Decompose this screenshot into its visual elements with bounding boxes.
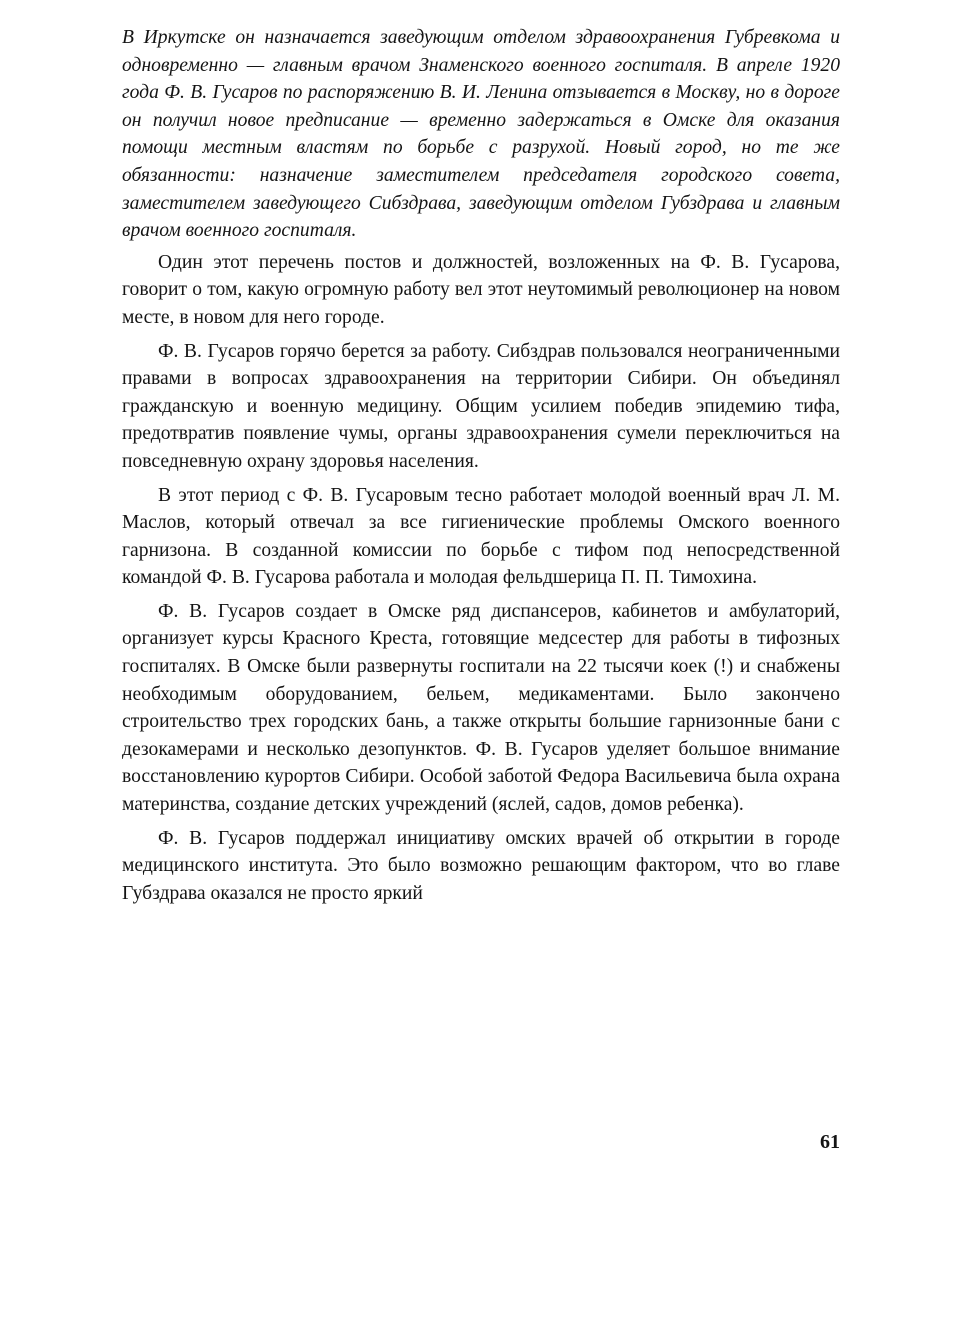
- paragraph: Ф. В. Гусаров поддержал инициативу омских врачей об открытии в городе медицинского института. Это было возможно решающим фактором, что во главе Губздрава оказался не просто яркий: [122, 827, 840, 904]
- paragraph: Ф. В. Гусаров горячо берется за работу. Сибздрав пользовался неограниченными правами в вопросах здравоохранения на территории Сибири. Он объединял гражданскую и военную медицину. Общим усилием победив эпидемию тифа, предотвратив появление чумы, органы здравоохранения сумели переключиться на повседневную охрану здоровья населения.: [122, 340, 840, 472]
- paragraph-italic-intro: В Иркутске он назначается заведующим отделом здравоохранения Губревкома и одновременно — главным врачом Знаменского военного госпиталя. В апреле 1920 года Ф. В. Гусаров по распоряжению В. И. Ленина отзывается в Москву, но в дороге он получил новое предписание — временно задержаться в Омске для оказания помощи местным властям по борьбе с разрухой. Новый город, но те же обязанности: назначение заместителем председателя городского совета, заместителем заведующего Сибздрава, заведующим отделом Губздрава и главным врачом военного госпиталя.: [122, 27, 840, 242]
- page-body: [122, 24, 840, 913]
- paragraph: Ф. В. Гусаров создает в Омске ряд диспансеров, кабинетов и амбулаторий, организует курсы Красного Креста, готовящие медсестер для работы в тифозных госпиталях. В Омске были развернуты госпитали на 22 тысячи коек (!) и снабжены необходимым оборудованием, бельем, медикаментами. Было закончено строительство трех городских бань, а также открыты большие гарнизонные бани с дезокамерами и несколько дезопунктов. Ф. В. Гусаров уделяет большое внимание восстановлению курортов Сибири. Особой заботой Федора Васильевича была охрана материнства, создание детских учреждений (яслей, садов, домов ребенка).: [122, 600, 840, 816]
- paragraph: В этот период с Ф. В. Гусаровым тесно работает молодой военный врач Л. М. Маслов, который отвечал за все гигиенические проблемы Омского военного гарнизона. В созданной комиссии по борьбе с тифом под непосредственной командой Ф. В. Гусарова работала и молодая фельдшерица П. П. Тимохина.: [122, 484, 840, 589]
- page-number: 61: [820, 1131, 840, 1153]
- paragraph: Один этот перечень постов и должностей, возложенных на Ф. В. Гусарова, говорит о том, какую огромную работу вел этот неутомимый революционер на новом месте, в новом для него городе.: [122, 251, 840, 328]
